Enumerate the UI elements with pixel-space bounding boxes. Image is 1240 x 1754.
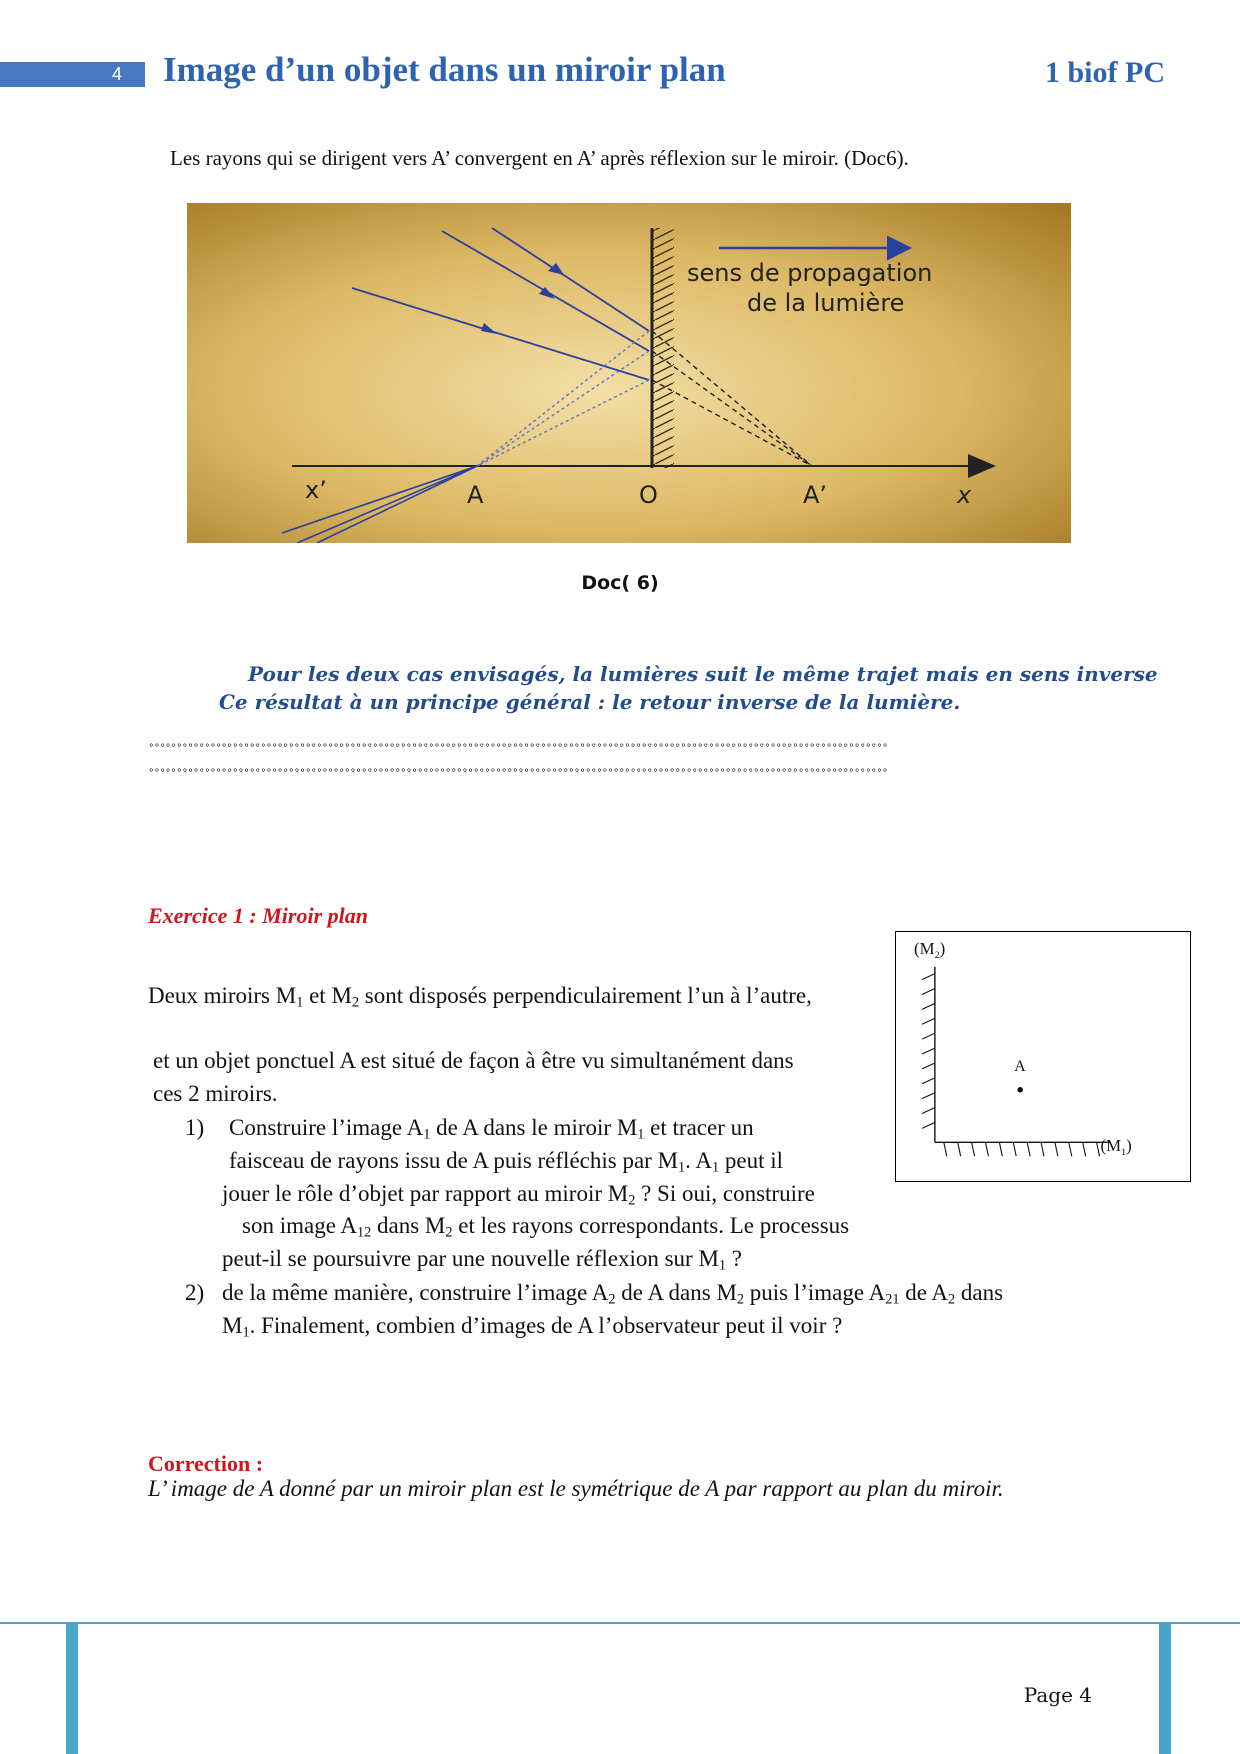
mirror-m2-label: $(M_2)$ <box>914 938 946 961</box>
mirrors-figure <box>895 931 1191 1182</box>
doc6-figure <box>187 203 1071 543</box>
question-1-line-5: peut-il se poursuivre par une nouvelle réflexion sur $M_1$ ? <box>222 1246 743 1274</box>
footer-bar-right <box>1159 1622 1171 1754</box>
question-2-number: 2) <box>185 1280 205 1305</box>
footer-bar-left <box>66 1622 78 1754</box>
exercise-statement-3: ces 2 miroirs. <box>153 1081 278 1106</box>
question-2-line-1: de la même manière, construire l’image $A_2$ de A dans $M_2$ puis l’image $A_{21}$ de $A_2$ dans <box>222 1280 1004 1308</box>
point-a-prime-label: A’ <box>803 481 828 509</box>
question-2-line-2: $M_1$. Finalement, combien d’images de A l’observateur peut il voir ? <box>222 1313 843 1341</box>
footer-line <box>0 1622 1240 1624</box>
mirror-m1-label: $(M_1)$ <box>1100 1136 1132 1159</box>
correction-title: Correction : <box>148 1451 264 1476</box>
page-number: Page 4 <box>1023 1683 1092 1707</box>
axis-label-x-prime: x’ <box>305 476 327 504</box>
conclusion-line-1: Pour les deux cas envisagés, la lumières suit le même trajet mais en sens inverse <box>248 662 1158 686</box>
intro-text: Les rayons qui se dirigent vers A’ convergent en A’ après réflexion sur le miroir. (Doc6). <box>170 146 909 170</box>
object-point-label: A <box>1014 1057 1026 1075</box>
object-point <box>1017 1087 1023 1093</box>
correction-text: L’ image de A donné par un miroir plan est le symétrique de A par rapport au plan du miroir. <box>148 1476 1004 1501</box>
class-label: 1 biof PC <box>1045 56 1165 89</box>
point-o-label: O <box>639 481 658 509</box>
mirror-m2-hatching <box>922 974 935 1129</box>
exercise-statement-1: Deux miroirs $M_1$ et $M_2$ sont disposés perpendiculairement l’un à l’autre, <box>148 983 812 1011</box>
question-1-line-3: jouer le rôle d’objet par rapport au miroir $M_2$ ? Si oui, construire <box>222 1181 815 1209</box>
question-1-line-4: son image $A_{12}$ dans $M_2$ et les rayons correspondants. Le processus <box>242 1213 850 1241</box>
exercise-statement-2: et un objet ponctuel A est situé de façon à être vu simultanément dans <box>153 1048 794 1073</box>
chapter-number: 4 <box>112 64 123 84</box>
conclusion-line-2: Ce résultat à un principe général : le retour inverse de la lumière. <box>219 690 961 714</box>
axis-label-x: x <box>957 481 972 509</box>
question-1-line-1: Construire l’image $A_1$ de A dans le miroir $M_1$ et tracer un <box>229 1115 754 1143</box>
exercise-title: Exercice 1 : Miroir plan <box>148 903 368 928</box>
question-1-number: 1) <box>185 1115 205 1140</box>
page-title: Image d’un objet dans un miroir plan <box>163 50 726 89</box>
point-a-label: A <box>467 481 484 509</box>
separator-dots-2: °°°°°°°°°°°°°°°°°°°°°°°°°°°°°°°°°°°°°°°°°°°°°°°°°°°°°°°°°°°°°°°°°°°°°°°°°°°°°°°°°°°°°°°°°°°°°°°°°°°°°°°°°°°°°°°°°°°°°°°°°°°°°°°°°°°° <box>148 768 888 780</box>
mirror-hatching <box>652 228 674 468</box>
doc6-caption: Doc( 6) <box>581 572 659 594</box>
separator-dots-1: °°°°°°°°°°°°°°°°°°°°°°°°°°°°°°°°°°°°°°°°°°°°°°°°°°°°°°°°°°°°°°°°°°°°°°°°°°°°°°°°°°°°°°°°°°°°°°°°°°°°°°°°°°°°°°°°°°°°°°°°°°°°°°°°°°°° <box>148 743 888 755</box>
question-1-line-2: faisceau de rayons issu de A puis réfléchis par $M_1$. $A_1$ peut il <box>229 1148 784 1176</box>
mirror-m1-hatching <box>944 1142 1100 1156</box>
propagation-label-2: de la lumière <box>747 289 905 317</box>
propagation-label-1: sens de propagation <box>687 259 933 287</box>
